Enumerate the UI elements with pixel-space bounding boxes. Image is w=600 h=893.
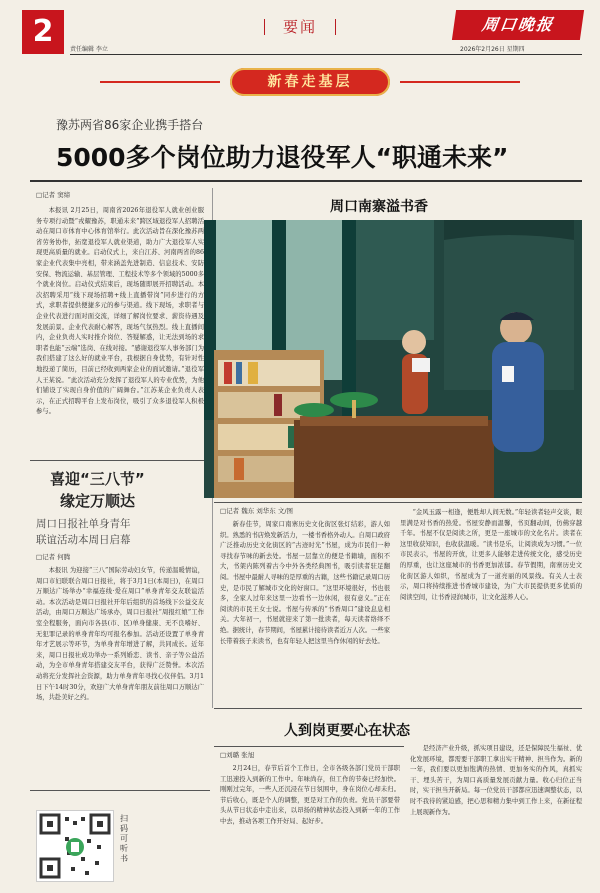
bottom-section-rule [214,708,582,709]
section-title: 要闻 [270,16,330,37]
bottom-body-left: 2月24日，春节后首个工作日，全市各级各部门党员干部职工迅速投入到新的工作中。年味尚存，但工作的节奏已经加快。刚刚过完年，一些人还沉浸在节日氛围中，身在岗位心却未归。节后收心，既是个人的调整，更是对工作的负责。党员干部要带头从节日状态中走出来，以昂扬的精神状态投入到新一年的工作中去，推动各项工作开好局、起好步。 [220,765,400,825]
bottom-headline: 人到岗更要心在状态 [284,723,410,739]
bottom-rule [214,746,404,747]
second-deck-2: 联谊活动本周日启幕 [36,534,131,546]
second-body: 本报讯 为迎接“三八”国际劳动妇女节，传递温暖情谊，周口市妇联联合周口日报社，将于3月1日(本周日)，在周口万顺达广场举办“幸福连线·爱在周口”单身青年交友联谊活动。本次活动是周口日报社开年后组织的首场线下公益交友活动，由周口万顺达广场承办，周口日报社“周报红娘”工作室全程服务，面向市各县(市、区)单身健康、无不良嗜好、无犯罪记录的单身青年均可报名参加。活动还设置了单身青年才艺展示等环节，为单身青年增进了解，共同成长。近年来，周口日报社成功举办一系列婚恋、读书、亲子等公益活动，为全市单身青年搭建交友平台，获得广泛赞誉。本次活动将充分发挥社会资源，助力单身青年寻找心仪伴侣。3月1日下午14时30分，欢迎广大单身青年朋友前往周口万顺达广场，共赴美好之约。 [36,567,204,702]
paper-logo: 周口晚报 [452,10,584,40]
qr-code[interactable] [36,810,114,882]
second-headline-1: 喜迎“三八节” [50,470,145,488]
photo-rule [214,502,582,503]
banner-deco-left [100,81,220,83]
banner-deco-right [400,81,520,83]
second-headline-2: 缘定万顺达 [60,492,136,510]
photo-story-body-left: 新春佳节，周家口南寨历史文化街区张灯结彩，游人如织。熟悉的书店焕发新活力，一楼书香格外动人。自周口政府广泛推动历史文化街区的“古迹时光”书屋，成为市民们一种寻找春节味的新去处。书屋一层靠立的便是书籍墙，面积不大，书架内陈列着古今中外各类经典图书，吸引读者驻足翻阅。书屋中最耐人寻味的是厚重的古籍，这些书籍记录周口历史，是市民了解城市文化的好窗口。“这里环境很好，书也很多，全家人过年来这里一边看书一边休闲，很有意义。”正在阅读的市民王女士说。书屋与传承的“书香周口”建设息息相关。大年初一，书屋就迎来了第一批读者，每天读者络绎不绝。据统计，春节期间，书屋累计接待读者近万人次。一些家长带着孩子来读书，也有年轻人把这里当作休闲的好去处。 [220,521,390,645]
header-rule [70,54,582,55]
left-separator-2 [30,790,210,791]
photo-story-byline: □记者 魏东 刘华东 文/图 [220,507,294,515]
editor-info: 责任编辑 李立 [70,46,108,53]
main-headline: 5000多个岗位助力退役军人“职通未来” [56,143,509,172]
headline-rule [30,180,582,182]
bookstore-photo-illustration [204,220,582,498]
main-byline: □记者 窦缔 [36,191,71,199]
main-kicker: 豫苏两省86家企业携手搭台 [56,118,204,132]
photo-story-headline: 周口南寨溢书香 [330,199,428,215]
series-banner: 新春走基层 [230,68,390,96]
photo-story-body-right: “金风玉露一相逢，便胜却人间无数。”年轻读者轻声交谈，眼里满是对书香的热爱。书屋安静而温馨，书页翻动间，仿佛穿越千年。书屋不仅是阅读之所，更是一座城市的文化名片。读者在这里收获知识，也收获温暖。“读书是乐，让阅读成为习惯。”一位市民表示，书屋的开放，让更多人能够走进传统文化，感受历史的厚重，也让这座城市的书香更加浓郁。春节假期，南寨历史文化街区游人如织，书屋成为了一道亮丽的风景线。有关人士表示，周口将持续推进书香城市建设，为广大市民提供更多优质的阅读空间，让书香浸润城市，让文化滋养人心。 [400,509,582,601]
second-deck-1: 周口日报社单身青年 [36,518,131,530]
bookstore-photo [204,220,582,498]
page-number: 2 [22,10,64,54]
main-body: 本报讯 2月25日，周南省2026年退役军人就业创业服务专项行动暨“戎耀豫苏，职通未来”跨区域退役军人招聘活动在周口市体育中心体育馆举行。此次活动旨在深化豫苏两省劳务协作，拓宽退役军人就业渠道，助力广大退役军人实现更高质量的就业。启动仪式上，来自江苏、河南两省的86家企业代表集中亮相，带来涵盖先进制造、信息技术、安防安保、物流运输、基层管理、工程技术等多个领域的5000多个就业岗位。启动仪式结束后，现场随即展开招聘活动。本次招聘采用“线下现场招聘+线上直播带岗”同步进行的方式，求职者提供便捷多元的参与渠道。线下现场，求职者与企业代表进行面对面交流，详细了解岗位要求、薪资待遇及发展前景。企业代表耐心解答，现场气氛热烈。线上直播间内，企业负责人实时推介岗位、答疑解惑，让无法到场的求职者也能“云端”选岗、在线对接。“感谢退役军人事务部门为我们搭建了这么好的就业平台，我根据自身优势，有针对性地投递了简历，目前已经收到两家企业的面试邀请。”退役军人王某说。“此次活动充分发挥了退役军人的专业优势，为他们铺设了实现自身价值的广阔舞台。”江苏某企业负责人表示，在正式招聘平台上发布岗位，吸引了众多退役军人积极参与。 [36,207,204,416]
issue-date: 2026年2月26日 星期四 [460,46,525,53]
bottom-body-right: 是经济产业升级，抓实项目建设，还是保障民生福祉、优化发展环境，都需要干部职工拿出实干精神、担当作为。新的一年，我们要以更加饱满的热情、更加务实的作风，真抓实干、埋头苦干，为周口高质量发展贡献力量。收心归位正当时，实干担当开新局。每一位党员干部都应迅速调整状态，以时不我待的紧迫感，把心思和精力集中到工作上来，在新征程上展现新作为。 [410,745,582,816]
second-byline: □记者 何腾 [36,553,71,561]
bottom-byline: □刘璐 张旭 [220,751,255,759]
qr-code-icon [37,811,113,881]
qr-label: 扫码可听书 [120,814,128,863]
left-separator-1 [30,460,210,461]
